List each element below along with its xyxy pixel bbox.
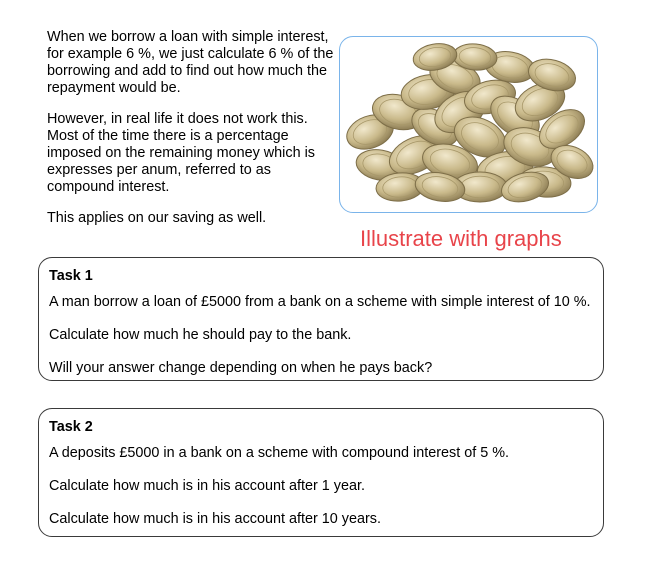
coins-pile-icon bbox=[340, 37, 597, 212]
intro-paragraph-3: This applies on our saving as well. bbox=[47, 210, 267, 226]
intro-text bbox=[47, 29, 337, 241]
intro-paragraph-1: When we borrow a loan with simple interest, for example 6 %, we just calculate 6 % of the borrowing and add to find out how much the repayment would be. bbox=[47, 29, 334, 96]
task-2-line-2: Calculate how much is in his account after 1 year. bbox=[49, 478, 365, 494]
task-1-line-3: Will your answer change depending on when he pays back? bbox=[49, 360, 433, 376]
coins-photo bbox=[339, 36, 598, 213]
task-1-heading: Task 1 bbox=[49, 268, 93, 284]
illustrate-graphs-note: Illustrate with graphs bbox=[360, 226, 562, 251]
intro-paragraph-2: However, in real life it does not work this. Most of the time there is a percentage imposed on the remaining money which is expresses per anum, referred to as compound interest. bbox=[47, 111, 315, 195]
task-2-heading: Task 2 bbox=[49, 419, 93, 435]
task-2-line-1: A deposits £5000 in a bank on a scheme with compound interest of 5 %. bbox=[49, 445, 509, 461]
task-1-line-2: Calculate how much he should pay to the bank. bbox=[49, 327, 352, 343]
task-1-line-1: A man borrow a loan of £5000 from a bank on a scheme with simple interest of 10 %. bbox=[49, 294, 591, 310]
task-2-line-3: Calculate how much is in his account after 10 years. bbox=[49, 511, 381, 527]
task-2-box bbox=[38, 408, 604, 537]
task-1-box bbox=[38, 257, 604, 381]
